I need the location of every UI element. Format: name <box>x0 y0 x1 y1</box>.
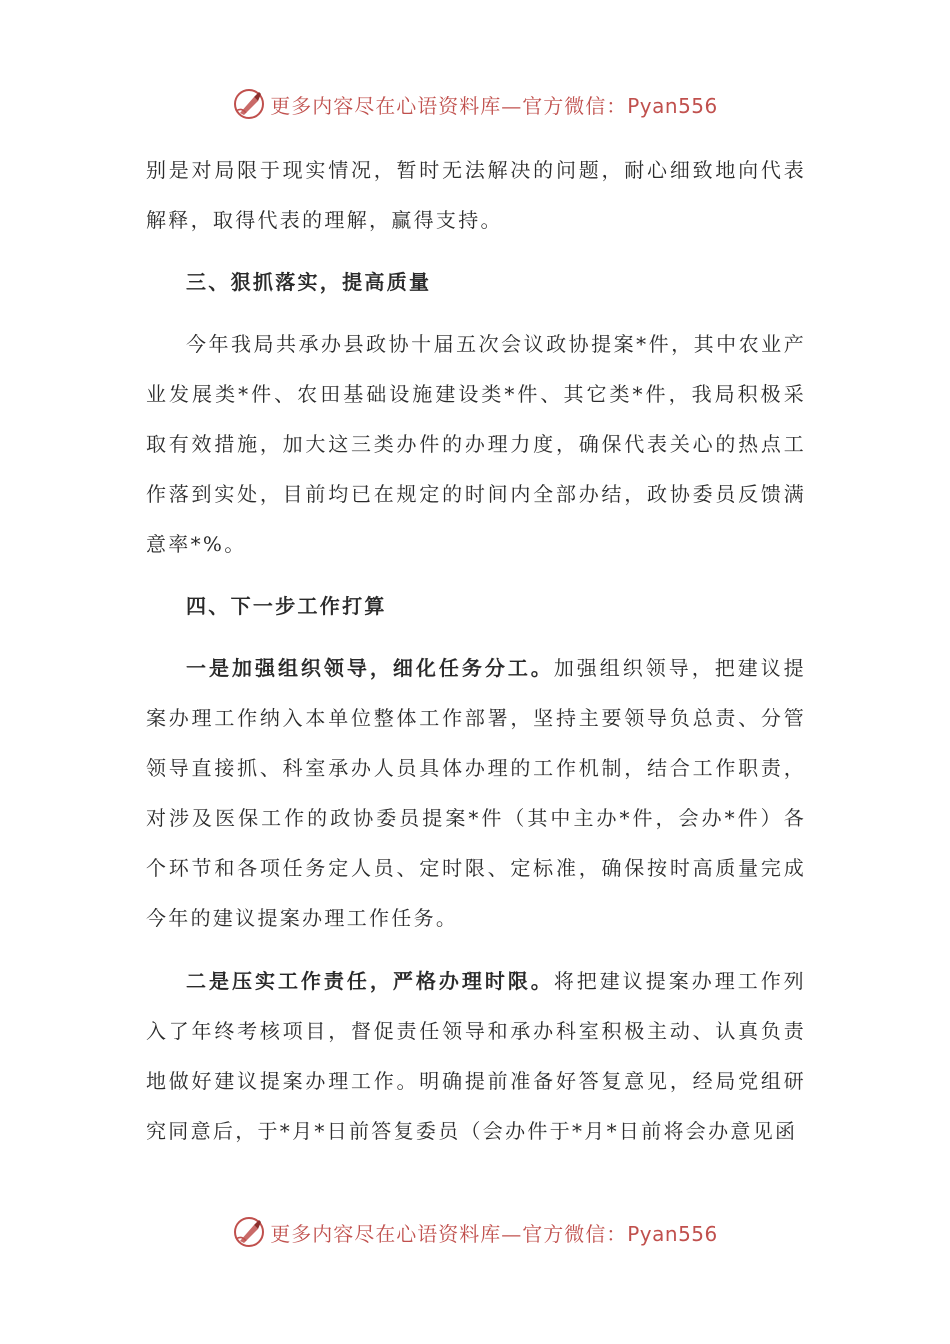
pen-nib-logo-icon <box>232 87 266 121</box>
paragraph-lead: 一是加强组织领导，细化任务分工。 <box>186 656 554 680</box>
paragraph <box>146 643 806 943</box>
pen-nib-logo-icon <box>232 1215 266 1249</box>
paragraph: 今年我局共承办县政协十届五次会议政协提案*件，其中农业产业发展类*件、农田基础设施建设类*件、其它类*件，我局积极采取有效措施，加大这三类办件的办理力度，确保代表关心的热点工作落到实处，目前均已在规定的时间内全部办结，政协委员反馈满意率*%。 <box>146 332 806 556</box>
section-heading: 三、狠抓落实，提高质量 <box>186 270 432 294</box>
banner-text: 更多内容尽在心语资料库—官方微信：Pyan556 <box>270 1221 718 1246</box>
footer-banner <box>0 1212 950 1252</box>
section-heading: 四、下一步工作打算 <box>186 594 387 618</box>
header-banner <box>0 84 950 124</box>
banner-text: 更多内容尽在心语资料库—官方微信：Pyan556 <box>270 93 718 118</box>
paragraph-body: 将把建议提案办理工作列入了年终考核项目，督促责任领导和承办科室积极主动、认真负责地做好建议提案办理工作。明确提前准备好答复意见，经局党组研究同意后，于*月*日前答复委员（会办件于*月*日前将会办意见函 <box>146 969 806 1143</box>
paragraph-body: 加强组织领导，把建议提案办理工作纳入本单位整体工作部署，坚持主要领导负总责、分管领导直接抓、科室承办人员具体办理的工作机制，结合工作职责，对涉及医保工作的政协委员提案*件（其中主办*件，会办*件）各个环节和各项任务定人员、定时限、定标准，确保按时高质量完成今年的建议提案办理工作任务。 <box>146 656 806 930</box>
paragraph: 别是对局限于现实情况，暂时无法解决的问题，耐心细致地向代表解释，取得代表的理解，赢得支持。 <box>146 158 806 232</box>
document-body <box>146 145 806 1156</box>
paragraph <box>146 956 806 1156</box>
paragraph-lead: 二是压实工作责任，严格办理时限。 <box>186 969 554 993</box>
